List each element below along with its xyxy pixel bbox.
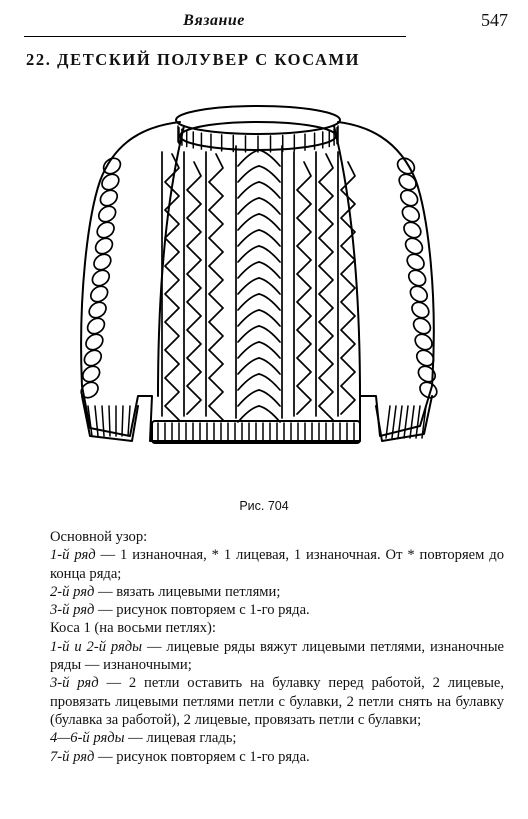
braid-stitch [238, 246, 259, 262]
braid-stitch [259, 182, 280, 198]
paragraph-cable-rows-1-2 [26, 638, 504, 675]
braid-stitch [238, 198, 259, 214]
row-text: — лицевая гладь; [124, 730, 237, 747]
paragraph-row-2 [26, 583, 504, 601]
row-label: 2-й ряд [50, 583, 95, 600]
zigzag-column [187, 162, 201, 414]
paragraph-row-3 [26, 601, 504, 619]
cuff-rib-line [410, 406, 414, 438]
braid-stitch [259, 310, 280, 326]
braid-stitch [259, 166, 280, 182]
row-label: 1-й и 2-й ряды [50, 638, 143, 655]
chapter-heading: 22. ДЕТСКИЙ ПОЛУВЕР С КОСАМИ [26, 50, 361, 69]
paragraph-main-pattern: Основной узор: [50, 529, 148, 545]
zigzag-column [209, 154, 223, 420]
paragraph-row-1 [26, 546, 504, 583]
braid-stitch [259, 246, 280, 262]
braid-stitch [238, 374, 259, 390]
zigzag-column [297, 162, 311, 414]
braid-stitch [259, 198, 280, 214]
sweater-illustration [60, 96, 460, 476]
cuff-rib-line [416, 406, 420, 438]
braid-stitch [259, 230, 280, 246]
cuff-rib-line [109, 406, 110, 436]
row-text: — рисунок повторяем с 1-го ряда. [94, 602, 310, 619]
sweater-outline [81, 122, 434, 441]
braid-stitch [238, 150, 259, 166]
row-text: — рисунок повторяем с 1-го ряда. [94, 748, 310, 765]
figure-caption: Рис. 704 [239, 499, 289, 513]
braid-stitch [238, 166, 259, 182]
braid-stitch [238, 278, 259, 294]
braid-stitch [238, 262, 259, 278]
braid-stitch [259, 214, 280, 230]
cuff-rib-line [102, 406, 104, 436]
paragraph-cable-row-3 [26, 674, 504, 729]
paragraph-cable-1: Коса 1 (на восьми петлях): [50, 620, 216, 637]
row-label: 3-й ряд [50, 675, 99, 692]
braid-stitch [238, 230, 259, 246]
cuff-rib-line [128, 406, 130, 436]
row-label: 7-й ряд [50, 748, 95, 765]
braid-stitch [238, 406, 259, 422]
row-label: 4—6-й ряды [50, 730, 125, 747]
zigzag-column [319, 154, 333, 420]
instructions-text [26, 528, 504, 766]
page-number: 547 [481, 10, 508, 30]
braid-stitch [238, 342, 259, 358]
sleeve-cable-link [417, 379, 440, 401]
row-text: — 1 изнаночная, * 1 лицевая, 1 изнаночная. От * повторяем до конца ряда; [50, 547, 504, 582]
braid-stitch [238, 310, 259, 326]
cuff-rib-line [398, 406, 402, 438]
cuff-rib-line [95, 406, 98, 436]
braid-stitch [238, 214, 259, 230]
braid-stitch [238, 326, 259, 342]
braid-stitch [238, 390, 259, 406]
row-label: 1-й ряд [50, 547, 96, 564]
braid-stitch [259, 406, 280, 422]
row-text: — вязать лицевыми петлями; [94, 583, 281, 600]
braid-stitch [259, 262, 280, 278]
braid-stitch [259, 150, 280, 166]
braid-stitch [259, 326, 280, 342]
braid-stitch [259, 390, 280, 406]
row-text: — лицевые ряды вяжут лицевыми петлями, изнаночные ряды — изнаночными; [50, 638, 504, 674]
braid-stitch [259, 294, 280, 310]
cuff-rib-line [122, 406, 123, 436]
cuff-rib-line [404, 406, 408, 438]
braid-stitch [259, 342, 280, 358]
running-header [24, 8, 508, 38]
braid-stitch [259, 374, 280, 390]
paragraph-cable-row-7 [26, 748, 504, 766]
section-title: Вязание [183, 12, 245, 29]
paragraph-cable-rows-4-6 [26, 729, 504, 747]
row-label: 3-й ряд [50, 602, 95, 619]
braid-stitch [259, 278, 280, 294]
braid-stitch [259, 358, 280, 374]
braid-stitch [238, 294, 259, 310]
braid-stitch [238, 182, 259, 198]
sweater-figure [60, 96, 460, 476]
braid-stitch [238, 358, 259, 374]
row-text: — 2 петли оставить на булавку перед работой, 2 лицевые, провязать лицевыми петлями петли с булавки, 2 петли снять на булавку (булавка за работой), 2 лицевые, провязать петли с булавки; [50, 675, 505, 728]
header-rule [24, 36, 406, 37]
